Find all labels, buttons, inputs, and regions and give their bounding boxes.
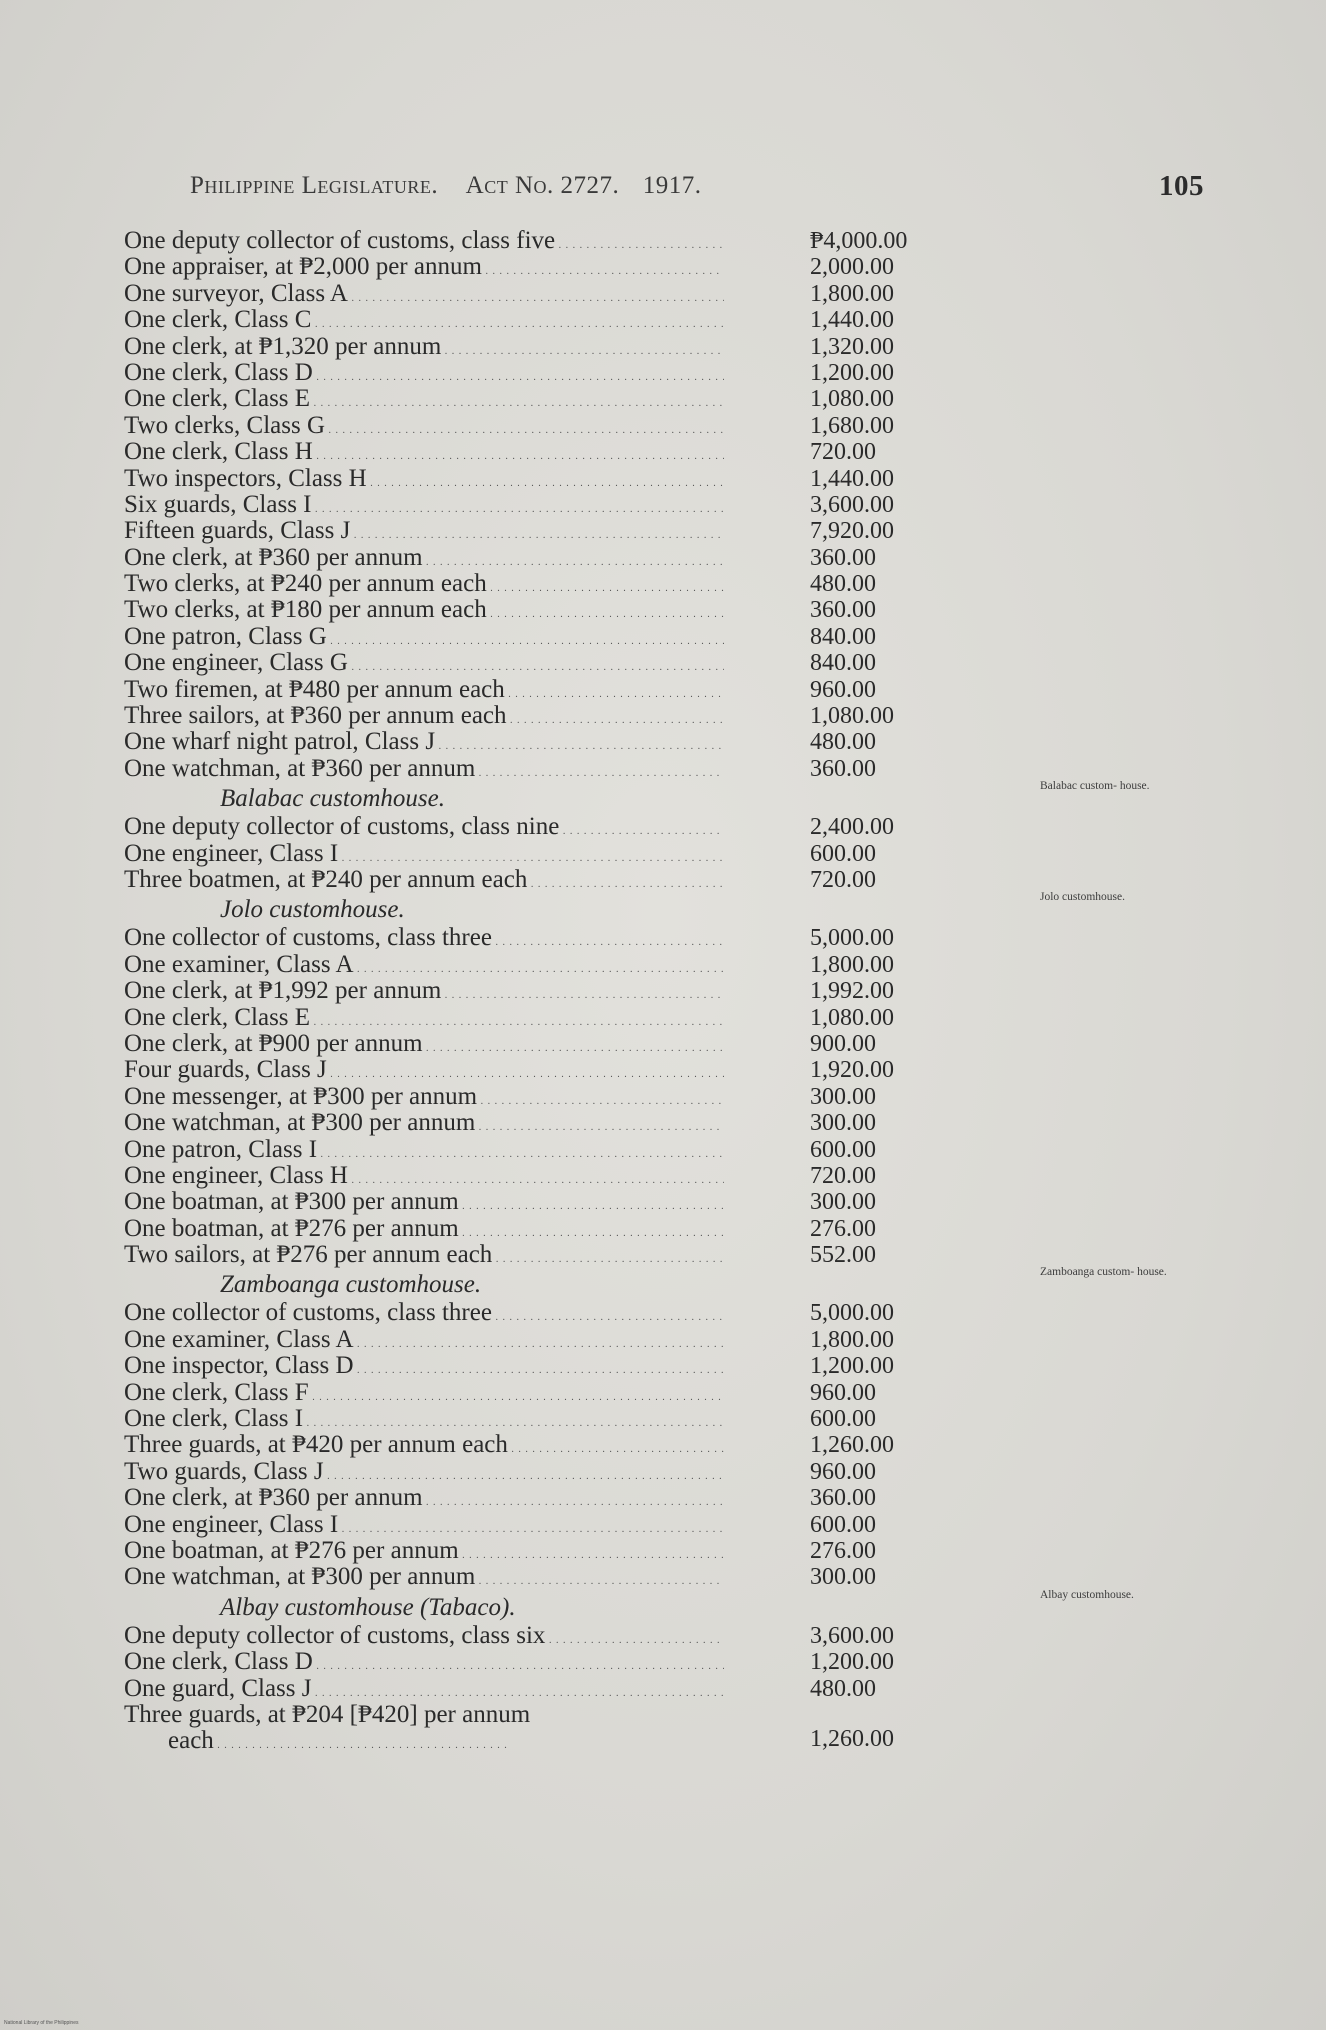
line-item	[120, 228, 1180, 254]
line-item	[120, 1031, 1180, 1057]
act-number: Act No. 2727.	[465, 172, 620, 199]
line-item	[120, 360, 1180, 386]
item-amount: 960.00	[810, 1458, 876, 1485]
item-description: Two inspectors, Class H . . .	[124, 466, 724, 497]
line-item	[120, 1485, 1180, 1511]
item-amount: 2,000.00	[810, 254, 894, 281]
line-item	[120, 978, 1180, 1004]
line-item	[120, 1327, 1180, 1353]
item-amount: 1,992.00	[810, 978, 894, 1005]
section	[120, 780, 1180, 893]
section	[120, 891, 1180, 1269]
section-title: Balabac customhouse.	[220, 785, 445, 813]
line-item	[120, 1676, 1180, 1702]
item-description: One watchman, at ₱300 per annum . . .	[124, 1110, 724, 1141]
item-amount: 720.00	[810, 439, 876, 466]
item-amount: 1,080.00	[810, 386, 894, 413]
item-amount: ₱4,000.00	[810, 228, 908, 254]
line-item	[120, 925, 1180, 951]
line-item	[120, 1300, 1180, 1326]
line-item	[120, 1564, 1180, 1590]
page-number: 105	[1159, 170, 1204, 202]
item-amount: 1,800.00	[810, 280, 894, 307]
item-amount: 360.00	[810, 1485, 876, 1512]
item-description: Two clerks, at ₱240 per annum each . . .	[124, 571, 724, 602]
line-item	[120, 1432, 1180, 1458]
item-amount: 300.00	[810, 1110, 876, 1137]
year: 1917.	[642, 172, 702, 199]
item-amount: 360.00	[810, 544, 876, 571]
line-item	[120, 254, 1180, 280]
item-description: One watchman, at ₱360 per annum . . .	[124, 756, 724, 787]
appropriation-list	[120, 228, 1180, 1752]
item-amount: 360.00	[810, 597, 876, 624]
item-description: Four guards, Class J . . .	[124, 1057, 724, 1088]
running-header	[190, 172, 1220, 200]
item-amount: 480.00	[810, 1675, 876, 1702]
item-amount: 600.00	[810, 840, 876, 867]
item-description: One boatman, at ₱276 per annum . . .	[124, 1538, 724, 1569]
line-item	[120, 1538, 1180, 1564]
section-title: Jolo customhouse.	[220, 896, 405, 924]
line-item	[120, 814, 1180, 840]
line-item	[120, 281, 1180, 307]
item-description: One surveyor, Class A . . .	[124, 281, 724, 312]
item-description: One clerk, at ₱1,992 per annum . . .	[124, 978, 724, 1009]
item-amount: 960.00	[810, 676, 876, 703]
item-description: One engineer, Class G . . .	[124, 650, 724, 681]
item-description: One clerk, Class H . . .	[124, 439, 724, 470]
item-description: One clerk, Class E . . .	[124, 386, 724, 417]
item-amount: 552.00	[810, 1242, 876, 1269]
item-description: One clerk, at ₱1,320 per annum . . .	[124, 334, 724, 365]
line-item	[120, 439, 1180, 465]
item-description: One deputy collector of customs, class six . . .	[124, 1623, 724, 1654]
item-description: One inspector, Class D . . .	[124, 1353, 724, 1384]
line-item	[120, 952, 1180, 978]
item-amount: 600.00	[810, 1136, 876, 1163]
line-item	[120, 1702, 1180, 1752]
item-description: One clerk, at ₱360 per annum . . .	[124, 545, 724, 576]
line-item	[120, 492, 1180, 518]
item-description: One wharf night patrol, Class J . . .	[124, 729, 724, 760]
item-amount: 720.00	[810, 866, 876, 893]
item-amount: 1,200.00	[810, 1649, 894, 1676]
item-description: One engineer, Class I . . .	[124, 1512, 724, 1543]
item-description: One engineer, Class H . . .	[124, 1163, 724, 1194]
item-description: One boatman, at ₱276 per annum . . .	[124, 1216, 724, 1247]
line-item	[120, 307, 1180, 333]
item-description: One patron, Class G . . .	[124, 624, 724, 655]
item-amount: 1,440.00	[810, 465, 894, 492]
item-description: One deputy collector of customs, class five . . .	[124, 228, 724, 259]
item-description: Three sailors, at ₱360 per annum each . . .	[124, 703, 724, 734]
item-description: One engineer, Class I . . .	[124, 841, 724, 872]
item-description-line2: each . . .	[124, 1727, 508, 1754]
item-amount: 1,080.00	[810, 1004, 894, 1031]
line-item	[120, 1189, 1180, 1215]
line-item	[120, 334, 1180, 360]
item-amount: 480.00	[810, 729, 876, 756]
line-item	[120, 1216, 1180, 1242]
line-item	[120, 545, 1180, 571]
item-amount: 5,000.00	[810, 925, 894, 952]
line-item	[120, 1353, 1180, 1379]
line-item	[120, 841, 1180, 867]
item-description: One patron, Class I . . .	[124, 1137, 724, 1168]
line-item	[120, 677, 1180, 703]
line-item	[120, 1512, 1180, 1538]
line-item	[120, 1137, 1180, 1163]
line-item	[120, 1649, 1180, 1675]
item-amount: 600.00	[810, 1406, 876, 1433]
item-description: One deputy collector of customs, class nine . . .	[124, 814, 724, 845]
item-amount: 1,440.00	[810, 307, 894, 334]
margin-note: Jolo customhouse.	[1040, 891, 1125, 904]
line-item	[120, 1005, 1180, 1031]
item-description: One clerk, Class C . . .	[124, 307, 724, 338]
item-description: Three guards, at ₱420 per annum each . . .	[124, 1432, 724, 1463]
item-description: Two guards, Class J . . .	[124, 1459, 724, 1490]
item-amount: 1,800.00	[810, 1326, 894, 1353]
line-item	[120, 571, 1180, 597]
item-amount: 840.00	[810, 650, 876, 677]
item-description: Six guards, Class I . . .	[124, 492, 724, 523]
line-item	[120, 386, 1180, 412]
margin-note: Balabac custom- house.	[1040, 780, 1150, 793]
item-amount: 1,320.00	[810, 333, 894, 360]
item-description: One collector of customs, class three . . .	[124, 925, 724, 956]
item-amount: 300.00	[810, 1564, 876, 1591]
item-amount: 1,080.00	[810, 703, 894, 730]
line-item	[120, 1406, 1180, 1432]
item-description: Two firemen, at ₱480 per annum each . . .	[124, 677, 724, 708]
line-item	[120, 466, 1180, 492]
item-amount: 5,000.00	[810, 1300, 894, 1327]
line-item	[120, 703, 1180, 729]
item-description: One clerk, Class D . . .	[124, 360, 724, 391]
item-description: Two clerks, at ₱180 per annum each . . .	[124, 597, 724, 628]
item-description: One watchman, at ₱300 per annum . . .	[124, 1564, 724, 1595]
item-amount: 1,800.00	[810, 951, 894, 978]
item-amount: 1,200.00	[810, 359, 894, 386]
item-description: One clerk, Class D . . .	[124, 1649, 724, 1680]
section	[120, 228, 1180, 782]
line-item	[120, 1623, 1180, 1649]
item-description: One examiner, Class A . . .	[124, 1327, 724, 1358]
item-description: Three boatmen, at ₱240 per annum each . . .	[124, 867, 724, 898]
item-description: Fifteen guards, Class J . . .	[124, 518, 724, 549]
line-item	[120, 1380, 1180, 1406]
item-description: One clerk, at ₱900 per annum . . .	[124, 1031, 724, 1062]
section-title: Zamboanga customhouse.	[220, 1271, 482, 1299]
margin-note: Zamboanga custom- house.	[1040, 1266, 1167, 1279]
line-item	[120, 729, 1180, 755]
item-amount: 3,600.00	[810, 491, 894, 518]
item-amount: 276.00	[810, 1537, 876, 1564]
item-description: One clerk, at ₱360 per annum . . .	[124, 1485, 724, 1516]
item-amount: 1,260.00	[810, 1432, 894, 1459]
item-description: One clerk, Class I . . .	[124, 1406, 724, 1437]
item-description: One guard, Class J . . .	[124, 1676, 724, 1707]
item-amount: 480.00	[810, 571, 876, 598]
item-description: One clerk, Class F . . .	[124, 1380, 724, 1411]
item-amount: 720.00	[810, 1162, 876, 1189]
item-amount: 600.00	[810, 1511, 876, 1538]
footer-credit: National Library of the Philippines	[4, 2020, 79, 2026]
item-amount: 960.00	[810, 1379, 876, 1406]
margin-note: Albay customhouse.	[1040, 1588, 1134, 1601]
item-amount: 276.00	[810, 1215, 876, 1242]
item-description	[124, 1702, 724, 1759]
section	[120, 1588, 1180, 1754]
item-description: One collector of customs, class three . . .	[124, 1300, 724, 1331]
item-amount: 1,680.00	[810, 412, 894, 439]
item-amount: 1,260.00	[810, 1725, 894, 1752]
item-amount: 2,400.00	[810, 814, 894, 841]
line-item	[120, 1163, 1180, 1189]
line-item	[120, 1084, 1180, 1110]
publication-title: Philippine Legislature.	[190, 172, 439, 199]
item-description: One examiner, Class A . . .	[124, 952, 724, 983]
item-amount: 300.00	[810, 1189, 876, 1216]
item-amount: 900.00	[810, 1030, 876, 1057]
line-item	[120, 624, 1180, 650]
item-description: Two clerks, Class G . . .	[124, 413, 724, 444]
line-item	[120, 867, 1180, 893]
item-amount: 7,920.00	[810, 518, 894, 545]
section	[120, 1266, 1180, 1591]
item-description: One clerk, Class E . . .	[124, 1005, 724, 1036]
line-item	[120, 756, 1180, 782]
item-amount: 3,600.00	[810, 1622, 894, 1649]
item-description: One messenger, at ₱300 per annum . . .	[124, 1084, 724, 1115]
line-item	[120, 1459, 1180, 1485]
line-item	[120, 1110, 1180, 1136]
item-amount: 840.00	[810, 623, 876, 650]
item-description-line1: Three guards, at ₱204 [₱420] per annum	[124, 1701, 531, 1728]
item-description: One boatman, at ₱300 per annum . . .	[124, 1189, 724, 1220]
line-item	[120, 1242, 1180, 1268]
item-amount: 300.00	[810, 1083, 876, 1110]
item-amount: 1,920.00	[810, 1057, 894, 1084]
item-amount: 1,200.00	[810, 1353, 894, 1380]
line-item	[120, 650, 1180, 676]
line-item	[120, 518, 1180, 544]
item-amount: 360.00	[810, 755, 876, 782]
section-title: Albay customhouse (Tabaco).	[220, 1593, 516, 1621]
line-item	[120, 597, 1180, 623]
line-item	[120, 1057, 1180, 1083]
item-description: Two sailors, at ₱276 per annum each . . .	[124, 1242, 724, 1273]
line-item	[120, 413, 1180, 439]
item-description: One appraiser, at ₱2,000 per annum . . .	[124, 254, 724, 285]
